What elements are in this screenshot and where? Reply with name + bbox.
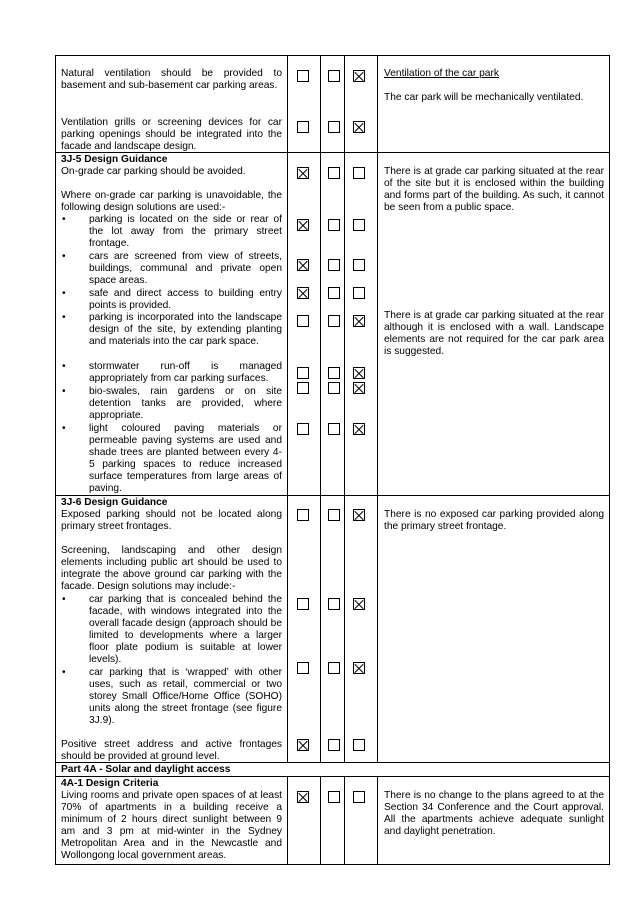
checkbox-yes[interactable] <box>297 167 309 179</box>
checkbox-yes[interactable] <box>297 121 309 133</box>
ventilation-item-1: Natural ventilation should be provided to basement and sub-basement car parking areas. <box>61 68 282 91</box>
bullet: • <box>62 312 66 323</box>
checkbox-yes[interactable] <box>297 70 309 82</box>
g3j6-comment: There is no exposed car parking provided along the primary street frontage. <box>384 509 604 532</box>
c4a1-text: Living rooms and private open spaces of at least 70% of apartments in a building receive a minimum of 2 hours direct sunlight between 9 am and 3 pm at mid-winter in the Sydney Metropolitan Area and in the Newcastle and Wollongong local government areas. <box>61 790 282 861</box>
g3j5-bullet-4: parking is incorporated into the landscape design of the site, by extending planting and materials into the car park space. <box>89 312 282 347</box>
bullet: • <box>62 214 66 225</box>
checkbox-yes[interactable] <box>297 287 309 299</box>
checkbox-na[interactable] <box>353 287 365 299</box>
checkbox-yes[interactable] <box>297 259 309 271</box>
checkbox-yes[interactable] <box>297 367 309 379</box>
checkbox-yes[interactable] <box>297 739 309 751</box>
checkbox-no[interactable] <box>328 739 340 751</box>
checkbox-yes[interactable] <box>297 219 309 231</box>
ventilation-item-2: Ventilation grills or screening devices for car parking openings should be integrated into the facade and landscape design. <box>61 117 282 152</box>
checkbox-yes[interactable] <box>297 509 309 521</box>
column-divider <box>287 55 288 762</box>
checkbox-na[interactable] <box>353 739 365 751</box>
g3j6-bullet-1: car parking that is concealed behind the facade, with windows integrated into the overall facade design (approach should be limited to developments where a larger floor plate podium is suitable at lower levels). <box>89 594 282 665</box>
checkbox-na[interactable] <box>353 791 365 803</box>
ventilation-comment-title: Ventilation of the car park <box>384 68 499 79</box>
g3j5-intro: On-grade car parking should be avoided. <box>61 166 246 177</box>
checkbox-na[interactable] <box>353 423 365 435</box>
bullet: • <box>62 423 66 434</box>
checkbox-yes[interactable] <box>297 598 309 610</box>
table-border-top <box>55 55 610 56</box>
checkbox-no[interactable] <box>328 791 340 803</box>
bullet: • <box>62 251 66 262</box>
checkbox-yes[interactable] <box>297 423 309 435</box>
g3j5-bullet-5: stormwater run-off is managed appropriately from car parking surfaces. <box>89 361 282 384</box>
section-heading-3j6: 3J-6 Design Guidance <box>61 497 168 508</box>
checkbox-na[interactable] <box>353 367 365 379</box>
checkbox-na[interactable] <box>353 598 365 610</box>
checkbox-na[interactable] <box>353 259 365 271</box>
checkbox-na[interactable] <box>353 315 365 327</box>
g3j5-bullet-7: light coloured paving materials or permeable paving systems are used and shade trees are planted between every 4-5 parking spaces to reduce increased surface temperatures from large areas of paving. <box>89 423 282 494</box>
column-divider <box>320 777 321 865</box>
checkbox-no[interactable] <box>328 598 340 610</box>
checkbox-no[interactable] <box>328 167 340 179</box>
g3j6-lead: Screening, landscaping and other design elements including public art should be used to integrate the above ground car parking with the facade. Design solutions may include:- <box>61 545 282 592</box>
column-divider <box>377 777 378 865</box>
checkbox-na[interactable] <box>353 509 365 521</box>
g3j5-lead: Where on-grade car parking is unavoidable, the following design solutions are used:- <box>61 190 282 213</box>
column-divider <box>344 777 345 865</box>
column-divider <box>344 55 345 762</box>
column-divider <box>320 55 321 762</box>
checkbox-yes[interactable] <box>297 382 309 394</box>
bullet: • <box>62 594 66 605</box>
checkbox-na[interactable] <box>353 662 365 674</box>
bullet: • <box>62 288 66 299</box>
checkbox-no[interactable] <box>328 259 340 271</box>
checkbox-na[interactable] <box>353 70 365 82</box>
ventilation-comment: The car park will be mechanically ventilated. <box>384 92 584 103</box>
table-border-bottom <box>55 864 610 865</box>
g3j6-outro: Positive street address and active frontages should be provided at ground level. <box>61 739 282 762</box>
checkbox-na[interactable] <box>353 167 365 179</box>
part-4a-heading: Part 4A - Solar and daylight access <box>61 764 231 775</box>
bullet: • <box>62 386 66 397</box>
c4a1-comment: There is no change to the plans agreed to at the Section 34 Conference and the Court approval. All the apartments achieve adequate sunlight and daylight penetration. <box>384 790 604 837</box>
bullet: • <box>62 667 66 678</box>
checkbox-no[interactable] <box>328 219 340 231</box>
checkbox-no[interactable] <box>328 662 340 674</box>
section-heading-3j5: 3J-5 Design Guidance <box>61 154 168 165</box>
checkbox-no[interactable] <box>328 423 340 435</box>
g3j5-bullet-3: safe and direct access to building entry points is provided. <box>89 288 282 311</box>
g3j6-intro: Exposed parking should not be located along primary street frontages. <box>61 509 282 532</box>
checkbox-no[interactable] <box>328 315 340 327</box>
bullet: • <box>62 361 66 372</box>
checkbox-no[interactable] <box>328 121 340 133</box>
table-border-right <box>609 55 610 865</box>
column-divider <box>377 55 378 762</box>
table-border-left <box>55 55 56 865</box>
g3j5-bullet-2: cars are screened from view of streets, buildings, communal and private open space areas. <box>89 251 282 286</box>
checkbox-na[interactable] <box>353 382 365 394</box>
section-heading-4a1: 4A-1 Design Criteria <box>61 778 159 789</box>
checkbox-no[interactable] <box>328 509 340 521</box>
row-divider <box>55 495 610 496</box>
checkbox-na[interactable] <box>353 121 365 133</box>
checkbox-na[interactable] <box>353 219 365 231</box>
g3j5-bullet-1: parking is located on the side or rear of the lot away from the primary street frontage. <box>89 214 282 249</box>
g3j5-comment-2: There is at grade car parking situated at the rear although it is enclosed with a wall. Landscape elements are not required for the car park area is suggested. <box>384 310 604 357</box>
checkbox-yes[interactable] <box>297 791 309 803</box>
g3j5-bullet-6: bio-swales, rain gardens or on site detention tanks are provided, where appropriate. <box>89 386 282 421</box>
checkbox-no[interactable] <box>328 287 340 299</box>
g3j6-bullet-2: car parking that is ‘wrapped’ with other uses, such as retail, commercial or two storey Small Office/Home Office (SOHO) units along the street frontage (see figure 3J.9). <box>89 667 282 726</box>
column-divider <box>287 777 288 865</box>
checkbox-yes[interactable] <box>297 662 309 674</box>
row-divider <box>55 776 610 777</box>
g3j5-comment-1: There is at grade car parking situated at the rear of the site but it is enclosed within the building and forms part of the building. As such, it cannot be seen from a public space. <box>384 166 604 213</box>
checkbox-no[interactable] <box>328 382 340 394</box>
checkbox-no[interactable] <box>328 70 340 82</box>
checkbox-yes[interactable] <box>297 315 309 327</box>
checkbox-no[interactable] <box>328 367 340 379</box>
